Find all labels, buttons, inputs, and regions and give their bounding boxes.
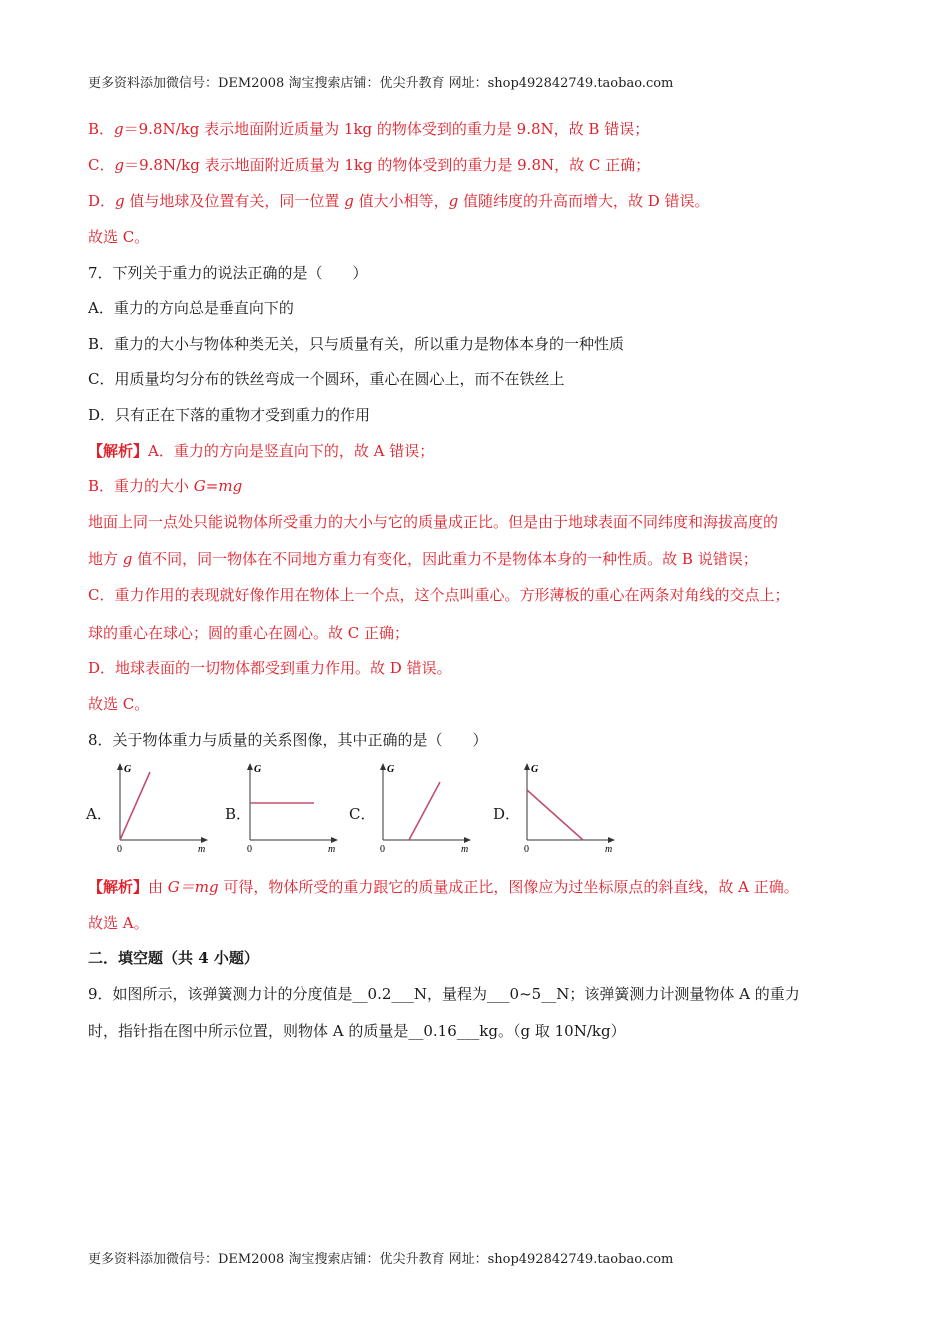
- origin-label: 0: [380, 844, 385, 854]
- origin-label: 0: [247, 844, 252, 854]
- q7-analysis-b2: 地面上同一点处只能说物体所受重力的大小与它的质量成正比。但是由于地球表面不同纬度和海拔高度的: [88, 513, 779, 531]
- q7-analysis-a: 【解析】A．重力的方向是竖直向下的，故 A 错误；: [88, 442, 435, 460]
- y-axis-arrow: [247, 763, 253, 770]
- x-axis-arrow: [331, 837, 338, 843]
- q7-stem: 7．下列关于重力的说法正确的是（ ）: [88, 264, 368, 282]
- q9-line-2: 时，指针指在图中所示位置，则物体 A 的质量是__0.16___kg。（g 取 10N/kg）: [88, 1022, 626, 1040]
- y-axis-arrow: [380, 763, 386, 770]
- x-axis-label: m: [461, 844, 469, 854]
- q7-option-d: D．只有正在下落的重物才受到重力的作用: [88, 406, 371, 424]
- q8-stem: 8．关于物体重力与质量的关系图像，其中正确的是（ ）: [88, 731, 488, 749]
- q7-analysis-d: D．地球表面的一切物体都受到重力作用。故 D 错误。: [88, 659, 452, 677]
- page-header: 更多资料添加微信号：DEM2008 淘宝搜索店铺：优尖升教育 网址：shop492842749.taobao.com: [88, 76, 674, 91]
- q9-blank-1: 0.2: [367, 985, 392, 1003]
- q8-graph-d: [519, 762, 619, 854]
- q7-option-b: B．重力的大小与物体种类无关，只与质量有关，所以重力是物体本身的一种性质: [88, 335, 625, 353]
- q7-answer: 故选 C。: [88, 695, 150, 713]
- origin-label: 0: [117, 844, 122, 854]
- q7-analysis-c2: 球的重心在球心；圆的重心在圆心。故 C 正确；: [88, 624, 410, 642]
- graph-d-line: [527, 790, 583, 840]
- x-axis-label: m: [328, 844, 336, 854]
- section-title-fill-in: 二．填空题（共 4 小题）: [88, 949, 259, 967]
- y-axis-label: G: [387, 764, 395, 775]
- origin-label: 0: [524, 844, 529, 854]
- q7-analysis-b: B．重力的大小 G=mg: [88, 477, 243, 495]
- q9-blank-3: 0.16: [423, 1022, 457, 1040]
- q8-option-b-label: B．: [225, 805, 252, 823]
- q7-option-a: A．重力的方向总是垂直向下的: [88, 299, 294, 317]
- x-axis-arrow: [608, 837, 615, 843]
- q6-analysis-c: C．g＝9.8N/kg 表示地面附近质量为 1kg 的物体受到的重力是 9.8N，故 C 正确；: [88, 156, 651, 174]
- q8-graph-c: [375, 762, 475, 854]
- q8-option-c-label: C．: [349, 805, 376, 823]
- q9-line-1: 9．如图所示，该弹簧测力计的分度值是__0.2___N，量程为___0~5__N；该弹簧测力计测量物体 A 的重力: [88, 985, 800, 1003]
- graph-c-line: [409, 782, 440, 840]
- x-axis-label: m: [605, 844, 613, 854]
- q6-answer: 故选 C。: [88, 228, 150, 246]
- y-axis-label: G: [124, 764, 132, 775]
- q8-answer: 故选 A。: [88, 914, 149, 932]
- q7-option-c: C．用质量均匀分布的铁丝弯成一个圆环，重心在圆心上，而不在铁丝上: [88, 370, 565, 388]
- q8-option-d-label: D．: [493, 805, 521, 823]
- q7-analysis-c1: C．重力作用的表现就好像作用在物体上一个点，这个点叫重心。方形薄板的重心在两条对角线的交点上；: [88, 586, 790, 604]
- graph-a-line: [120, 772, 150, 840]
- q6-analysis-b: B．g＝9.8N/kg 表示地面附近质量为 1kg 的物体受到的重力是 9.8N，故 B 错误；: [88, 120, 650, 138]
- x-axis-arrow: [201, 837, 208, 843]
- q7-analysis-b3: 地方 g 值不同，同一物体在不同地方重力有变化，因此重力不是物体本身的一种性质。故 B 说错误；: [88, 550, 758, 568]
- q8-graph-a: [112, 762, 212, 854]
- q6-analysis-d: D．g 值与地球及位置有关，同一位置 g 值大小相等，g 值随纬度的升高而增大，故 D 错误。: [88, 192, 710, 210]
- y-axis-label: G: [254, 764, 262, 775]
- y-axis-label: G: [531, 764, 539, 775]
- x-axis-arrow: [464, 837, 471, 843]
- q9-blank-2: 0~5: [509, 985, 542, 1003]
- page-footer: 更多资料添加微信号：DEM2008 淘宝搜索店铺：优尖升教育 网址：shop492842749.taobao.com: [88, 1252, 674, 1267]
- y-axis-arrow: [117, 763, 123, 770]
- x-axis-label: m: [198, 844, 206, 854]
- q8-graph-b: [242, 762, 342, 854]
- y-axis-arrow: [524, 763, 530, 770]
- q8-option-a-label: A．: [86, 805, 112, 823]
- q8-analysis: 【解析】由 G＝mg 可得，物体所受的重力跟它的质量成正比，图像应为过坐标原点的斜直线，故 A 正确。: [88, 878, 799, 896]
